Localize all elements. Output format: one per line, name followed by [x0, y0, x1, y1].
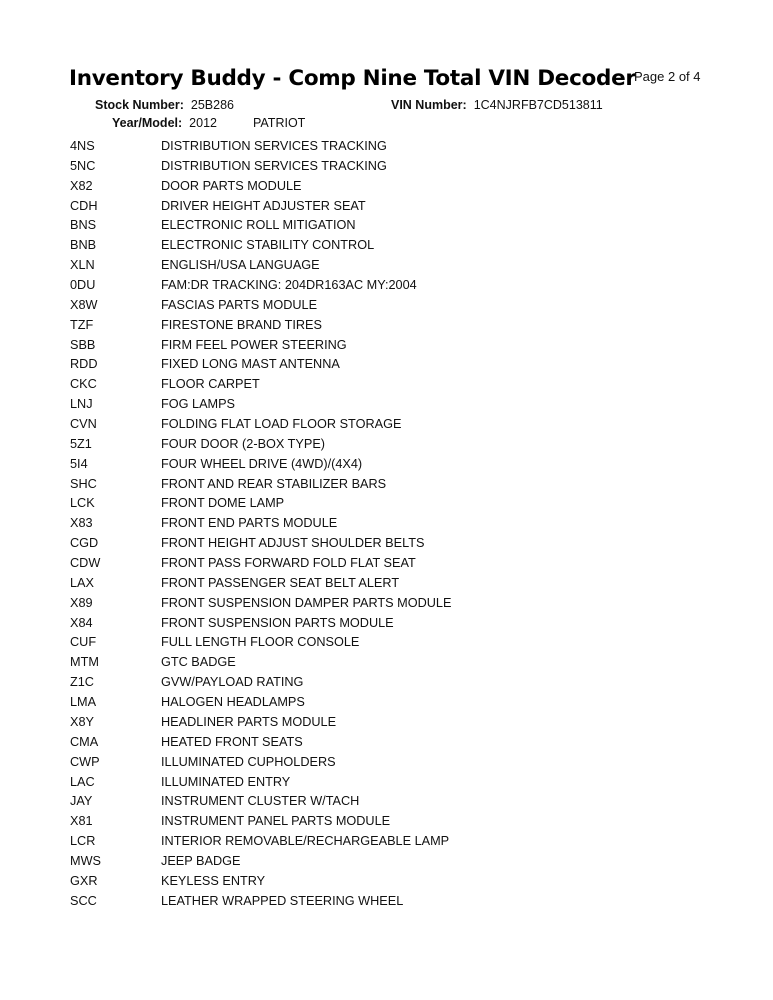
option-description: FASCIAS PARTS MODULE — [161, 297, 318, 312]
option-code: X89 — [70, 595, 93, 610]
option-description: DOOR PARTS MODULE — [161, 178, 302, 193]
option-description: ELECTRONIC ROLL MITIGATION — [161, 218, 356, 233]
option-description: FOUR DOOR (2-BOX TYPE) — [161, 436, 326, 451]
option-code: SBB — [70, 337, 96, 352]
option-code: BNB — [70, 238, 97, 253]
option-code: LCR — [70, 834, 96, 849]
model-value: PATRIOT — [252, 116, 306, 130]
option-description: LEATHER WRAPPED STEERING WHEEL — [161, 893, 404, 908]
option-code: X84 — [70, 615, 93, 630]
option-description: HEATED FRONT SEATS — [161, 734, 303, 749]
option-description: FLOOR CARPET — [161, 377, 260, 392]
option-code: JAY — [70, 794, 93, 809]
option-description: INSTRUMENT PANEL PARTS MODULE — [161, 814, 391, 829]
option-code: LAC — [70, 774, 95, 789]
option-code: LNJ — [70, 397, 93, 412]
option-code: LCK — [70, 496, 95, 511]
vin-number — [391, 98, 603, 113]
option-row — [70, 435, 630, 455]
option-description: DISTRIBUTION SERVICES TRACKING — [161, 158, 387, 173]
option-description: FRONT SUSPENSION DAMPER PARTS MODULE — [161, 595, 452, 610]
option-description: GVW/PAYLOAD RATING — [161, 675, 304, 690]
option-description: FRONT AND REAR STABILIZER BARS — [161, 476, 387, 491]
option-code: 4NS — [70, 139, 95, 153]
option-row — [70, 336, 630, 356]
option-row — [70, 614, 630, 634]
option-description: FIXED LONG MAST ANTENNA — [161, 357, 340, 372]
option-code: 5I4 — [70, 456, 88, 471]
option-description: ENGLISH/USA LANGUAGE — [161, 258, 320, 273]
stock-number-value: 25B286 — [190, 98, 235, 112]
option-description: FAM:DR TRACKING: 204DR163AC MY:2004 — [161, 278, 417, 293]
option-code: SHC — [70, 476, 97, 491]
option-description: FOUR WHEEL DRIVE (4WD)/(4X4) — [161, 456, 363, 471]
option-row — [70, 594, 630, 614]
option-row — [70, 216, 630, 236]
option-code: CKC — [70, 377, 97, 392]
option-row — [70, 236, 630, 256]
stock-number — [95, 98, 234, 113]
stock-number-label: Stock Number: — [95, 98, 184, 112]
option-description: FIRESTONE BRAND TIRES — [161, 317, 322, 332]
option-code: CVN — [70, 417, 97, 432]
option-code: CDW — [70, 556, 101, 571]
option-code: 0DU — [70, 278, 96, 293]
option-row — [70, 792, 630, 812]
option-code: 5NC — [70, 158, 96, 173]
option-row — [70, 753, 630, 773]
option-row — [70, 832, 630, 852]
option-code: X8Y — [70, 714, 94, 729]
option-description: FULL LENGTH FLOOR CONSOLE — [161, 635, 360, 650]
option-row — [70, 157, 630, 177]
option-code: MWS — [70, 853, 102, 868]
option-code: GXR — [70, 873, 98, 888]
option-row — [70, 197, 630, 217]
option-description: FRONT SUSPENSION PARTS MODULE — [161, 615, 394, 630]
option-row — [70, 574, 630, 594]
option-description: GTC BADGE — [161, 655, 236, 670]
option-row — [70, 534, 630, 554]
option-code: SCC — [70, 893, 97, 908]
option-row — [70, 395, 630, 415]
option-code: Z1C — [70, 675, 94, 690]
vin-number-label: VIN Number: — [391, 98, 467, 112]
option-row — [70, 673, 630, 693]
option-description: KEYLESS ENTRY — [161, 873, 266, 888]
option-row — [70, 276, 630, 296]
option-code-list — [70, 137, 630, 912]
option-description: HEADLINER PARTS MODULE — [161, 714, 337, 729]
option-description: INSTRUMENT CLUSTER W/TACH — [161, 794, 360, 809]
page-number: Page 2 of 4 — [634, 69, 701, 84]
option-description: HALOGEN HEADLAMPS — [161, 695, 305, 710]
option-row — [70, 733, 630, 753]
option-row — [70, 256, 630, 276]
option-description: FOG LAMPS — [161, 397, 236, 412]
option-code: X81 — [70, 814, 93, 829]
option-row — [70, 892, 630, 912]
option-description: ILLUMINATED CUPHOLDERS — [161, 754, 336, 769]
option-row — [70, 554, 630, 574]
option-description: ELECTRONIC STABILITY CONTROL — [161, 238, 375, 253]
option-description: FRONT END PARTS MODULE — [161, 516, 338, 531]
option-row — [70, 773, 630, 793]
option-row — [70, 693, 630, 713]
option-code: CUF — [70, 635, 97, 650]
option-row — [70, 852, 630, 872]
option-row — [70, 872, 630, 892]
option-description: FIRM FEEL POWER STEERING — [161, 337, 347, 352]
option-code: CGD — [70, 536, 99, 551]
option-row — [70, 812, 630, 832]
option-description: INTERIOR REMOVABLE/RECHARGEABLE LAMP — [161, 834, 450, 849]
option-row — [70, 296, 630, 316]
year-model-label: Year/Model: — [112, 116, 183, 130]
option-description: FRONT DOME LAMP — [161, 496, 285, 511]
option-row — [70, 653, 630, 673]
option-description: ILLUMINATED ENTRY — [161, 774, 291, 789]
option-row — [70, 177, 630, 197]
option-code: XLN — [70, 258, 95, 273]
option-code: TZF — [70, 317, 94, 332]
option-code: RDD — [70, 357, 98, 372]
option-row — [70, 375, 630, 395]
year-model — [112, 116, 305, 131]
option-row — [70, 355, 630, 375]
option-row — [70, 475, 630, 495]
option-code: X8W — [70, 297, 98, 312]
option-row — [70, 633, 630, 653]
vin-number-value: 1C4NJRFB7CD513811 — [473, 98, 603, 112]
option-row — [70, 494, 630, 514]
option-description: JEEP BADGE — [161, 853, 241, 868]
option-description: FOLDING FLAT LOAD FLOOR STORAGE — [161, 417, 402, 432]
option-code: LAX — [70, 575, 94, 590]
year-value: 2012 — [189, 116, 217, 130]
option-row — [70, 514, 630, 534]
option-row — [70, 415, 630, 435]
option-row — [70, 316, 630, 336]
page-title: Inventory Buddy - Comp Nine Total VIN Decoder — [69, 66, 636, 91]
option-code: CWP — [70, 754, 100, 769]
option-description: FRONT PASSENGER SEAT BELT ALERT — [161, 575, 400, 590]
option-code: X83 — [70, 516, 93, 531]
option-description: FRONT PASS FORWARD FOLD FLAT SEAT — [161, 556, 416, 571]
option-description: FRONT HEIGHT ADJUST SHOULDER BELTS — [161, 536, 425, 551]
option-row — [70, 713, 630, 733]
option-code: LMA — [70, 695, 97, 710]
option-code: CDH — [70, 198, 98, 213]
option-description: DISTRIBUTION SERVICES TRACKING — [161, 139, 387, 153]
option-code: BNS — [70, 218, 97, 233]
option-description: DRIVER HEIGHT ADJUSTER SEAT — [161, 198, 366, 213]
option-row — [70, 455, 630, 475]
option-code: CMA — [70, 734, 99, 749]
option-code: X82 — [70, 178, 93, 193]
option-code: 5Z1 — [70, 436, 92, 451]
option-code: MTM — [70, 655, 99, 670]
option-row — [70, 137, 630, 157]
